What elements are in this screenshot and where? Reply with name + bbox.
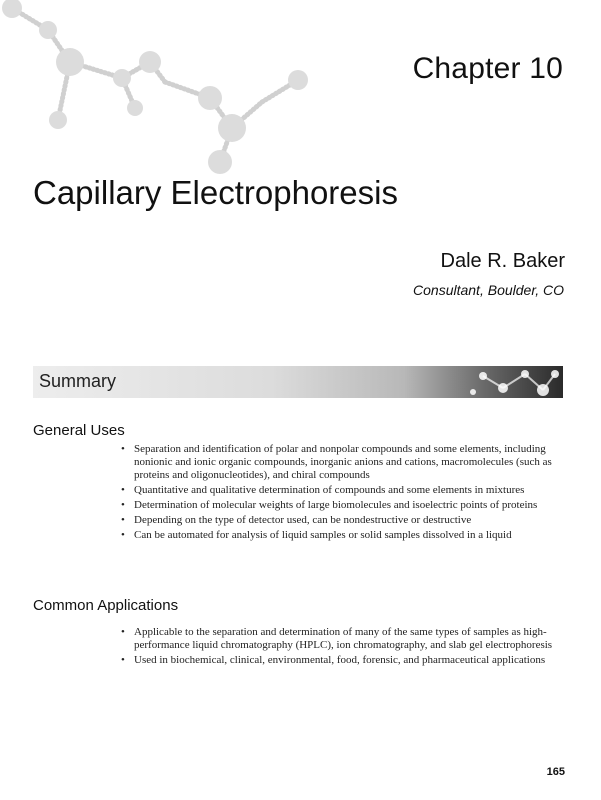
list-item: • Used in biochemical, clinical, environmental, food, forensic, and pharmaceutical applications [118,654,568,667]
page-number: 165 [546,766,565,778]
general-uses-list [118,443,568,544]
list-item: • Applicable to the separation and determination of many of the same types of samples as high-performance liquid chromatography (HPLC), ion chromatography, and slab gel electrophoresis [118,626,568,652]
section-heading-general-uses: General Uses [33,422,125,439]
list-item: • Quantitative and qualitative determination of compounds and some elements in mixtures [118,484,568,497]
list-item: • Determination of molecular weights of large biomolecules and isoelectric points of proteins [118,499,568,512]
author-name: Dale R. Baker [440,250,565,272]
chapter-title: Capillary Electrophoresis [33,174,398,211]
list-item: • Depending on the type of detector used, can be nondestructive or destructive [118,514,568,527]
summary-bar [33,366,563,398]
common-applications-list [118,626,568,669]
chapter-label: Chapter 10 [412,52,563,85]
molecule-structure-icon [0,0,330,185]
list-item: • Separation and identification of polar and nonpolar compounds and some elements, including nonionic and ionic organic compounds, inorganic anions and cations, macromolecules (such as proteins and oligonucleotides), and chiral compounds [118,443,568,482]
author-affiliation: Consultant, Boulder, CO [413,282,564,298]
list-item: • Can be automated for analysis of liquid samples or solid samples dissolved in a liquid [118,529,568,542]
summary-label: Summary [39,371,117,391]
section-heading-common-applications: Common Applications [33,597,179,614]
